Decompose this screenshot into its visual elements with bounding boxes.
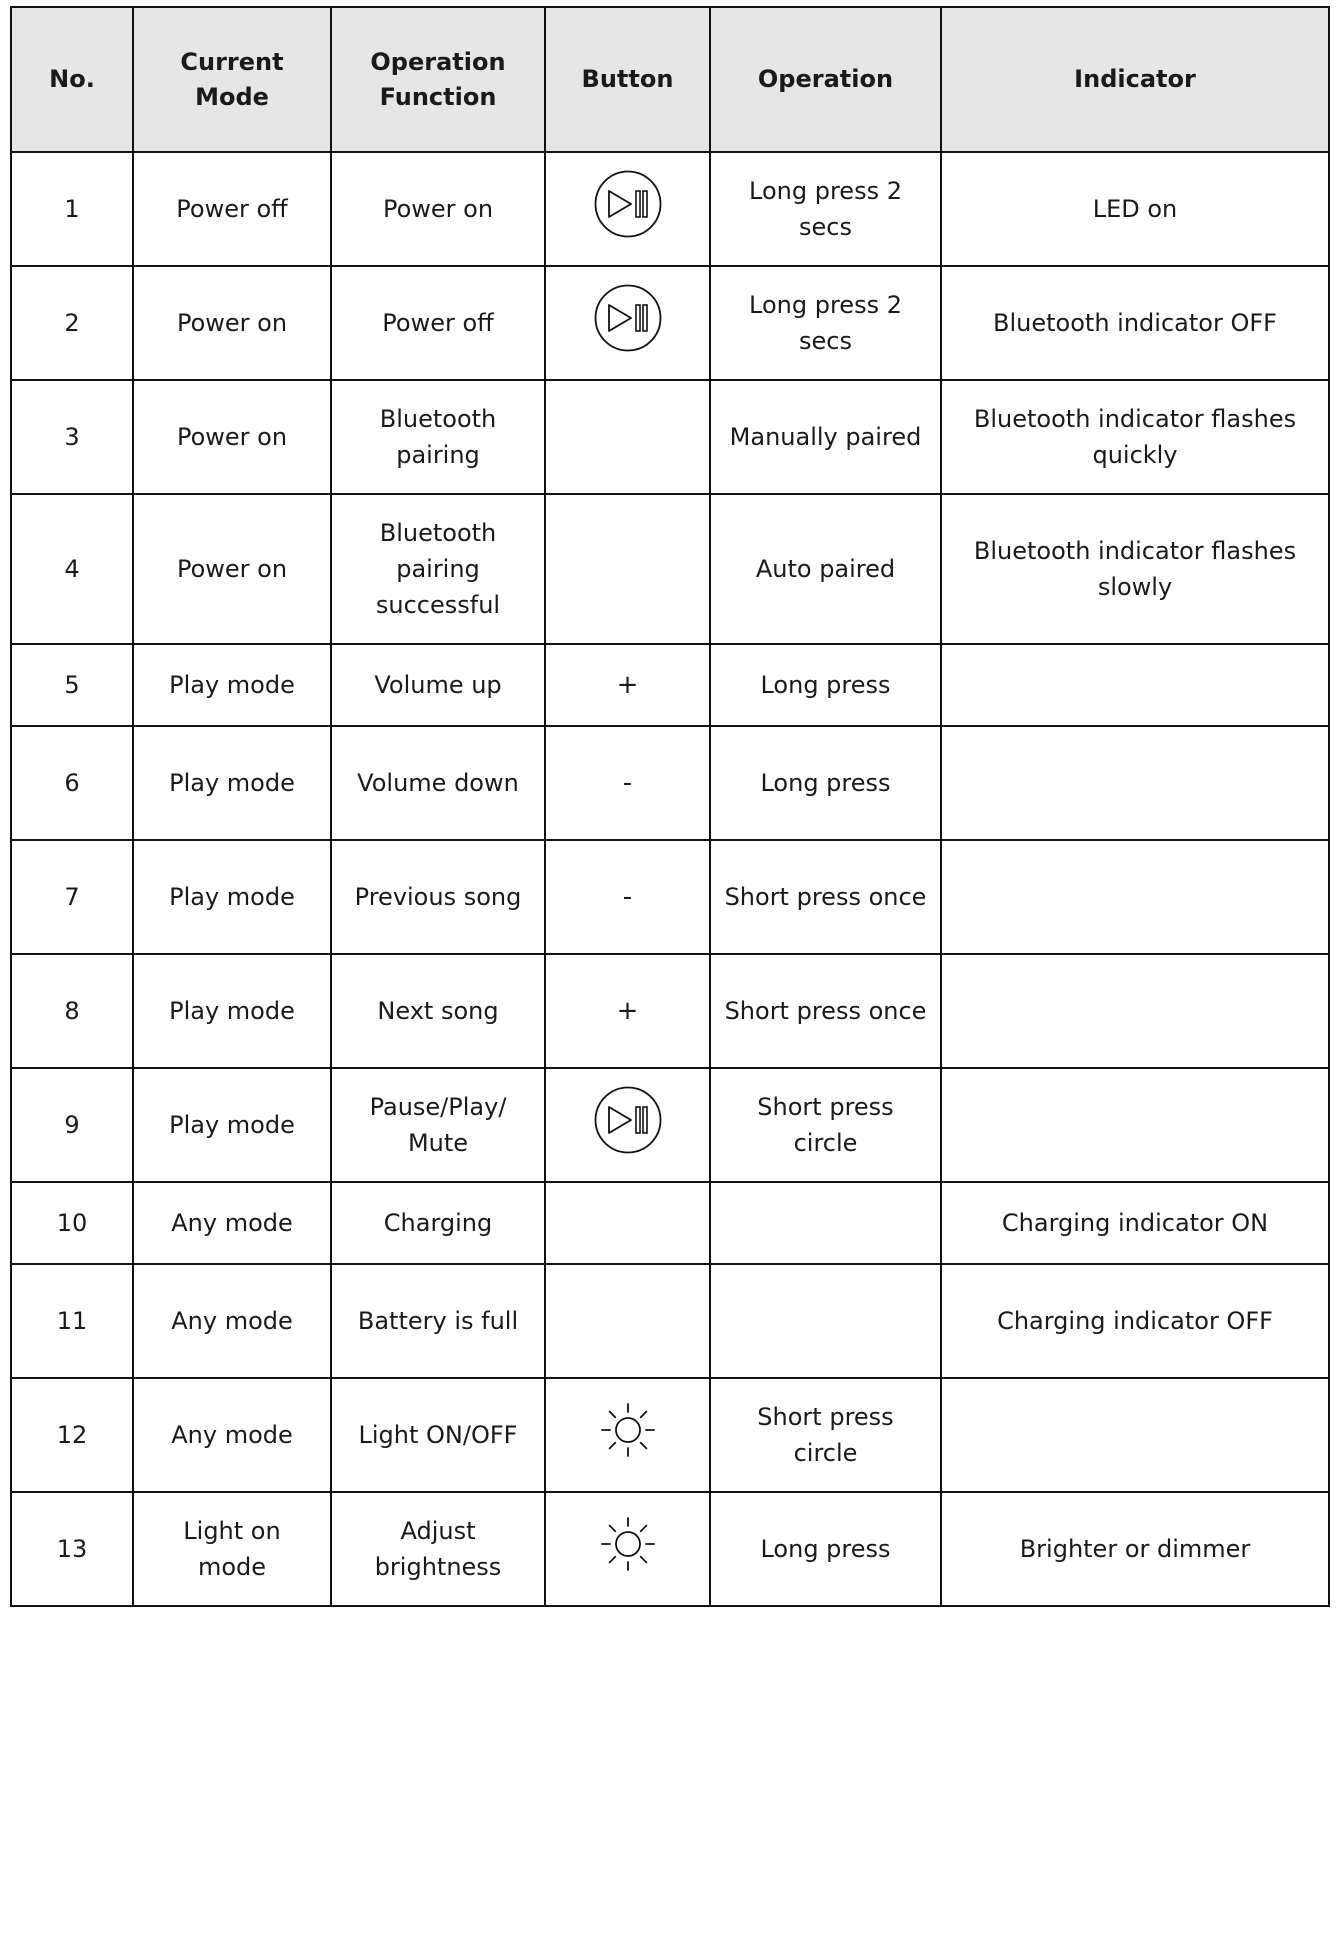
indicator-cell: Bluetooth indicator flashes slowly — [941, 494, 1329, 644]
operation-function-cell: Light ON/OFF — [331, 1378, 545, 1492]
operation-function-cell: Next song — [331, 954, 545, 1068]
current-mode-cell: Light on mode — [133, 1492, 331, 1606]
row-number: 6 — [11, 726, 133, 840]
operation-function-cell: Volume up — [331, 644, 545, 726]
indicator-cell: LED on — [941, 152, 1329, 266]
current-mode-cell: Any mode — [133, 1182, 331, 1264]
table-row — [11, 1182, 1329, 1264]
operation-function-cell: Charging — [331, 1182, 545, 1264]
operation-cell: Long press — [710, 1492, 941, 1606]
minus-button-symbol: - — [622, 768, 633, 798]
operation-cell: Auto paired — [710, 494, 941, 644]
table-row — [11, 380, 1329, 494]
row-number: 1 — [11, 152, 133, 266]
indicator-cell: Charging indicator OFF — [941, 1264, 1329, 1378]
current-mode-header: Current Mode — [133, 7, 331, 152]
operation-cell: Short press once — [710, 840, 941, 954]
button-cell — [545, 644, 710, 726]
operation-cell: Short press once — [710, 954, 941, 1068]
operation-cell: Manually paired — [710, 380, 941, 494]
button-header: Button — [545, 7, 710, 152]
operation-cell: Short press circle — [710, 1378, 941, 1492]
table-row — [11, 840, 1329, 954]
button-cell — [545, 1182, 710, 1264]
button-cell — [545, 380, 710, 494]
table-row — [11, 1068, 1329, 1182]
operation-cell — [710, 1182, 941, 1264]
plus-button-symbol: + — [616, 996, 639, 1026]
current-mode-cell: Any mode — [133, 1378, 331, 1492]
operation-function-header: Operation Function — [331, 7, 545, 152]
operation-function-cell: Power off — [331, 266, 545, 380]
table-row — [11, 1378, 1329, 1492]
button-cell — [545, 954, 710, 1068]
table-row — [11, 1264, 1329, 1378]
current-mode-cell: Play mode — [133, 1068, 331, 1182]
table-row — [11, 494, 1329, 644]
indicator-cell — [941, 1068, 1329, 1182]
operation-function-cell: Adjust brightness — [331, 1492, 545, 1606]
row-number: 13 — [11, 1492, 133, 1606]
operation-function-cell: Previous song — [331, 840, 545, 954]
operation-cell: Long press 2 secs — [710, 152, 941, 266]
operation-function-cell: Bluetooth pairing successful — [331, 494, 545, 644]
indicator-cell — [941, 644, 1329, 726]
operation-function-cell: Volume down — [331, 726, 545, 840]
play-pause-icon — [593, 283, 663, 363]
button-cell — [545, 266, 710, 380]
row-number: 3 — [11, 380, 133, 494]
sun-icon — [597, 1399, 659, 1471]
plus-button-symbol: + — [616, 670, 639, 700]
indicator-cell — [941, 954, 1329, 1068]
table-row — [11, 954, 1329, 1068]
no-header: No. — [11, 7, 133, 152]
button-cell — [545, 1492, 710, 1606]
operation-header: Operation — [710, 7, 941, 152]
button-cell — [545, 840, 710, 954]
operation-cell: Long press — [710, 726, 941, 840]
play-pause-icon — [593, 169, 663, 249]
operation-cell — [710, 1264, 941, 1378]
table-row — [11, 1492, 1329, 1606]
operation-cell: Short press circle — [710, 1068, 941, 1182]
row-number: 11 — [11, 1264, 133, 1378]
row-number: 7 — [11, 840, 133, 954]
current-mode-cell: Play mode — [133, 840, 331, 954]
button-cell — [545, 1264, 710, 1378]
table-row — [11, 266, 1329, 380]
current-mode-cell: Power on — [133, 266, 331, 380]
indicator-cell: Bluetooth indicator OFF — [941, 266, 1329, 380]
current-mode-cell: Power off — [133, 152, 331, 266]
row-number: 5 — [11, 644, 133, 726]
indicator-cell: Brighter or dimmer — [941, 1492, 1329, 1606]
row-number: 9 — [11, 1068, 133, 1182]
indicator-header: Indicator — [941, 7, 1329, 152]
button-cell — [545, 494, 710, 644]
minus-button-symbol: - — [622, 882, 633, 912]
operation-function-cell: Pause/Play/ Mute — [331, 1068, 545, 1182]
operation-function-cell: Battery is full — [331, 1264, 545, 1378]
current-mode-cell: Power on — [133, 494, 331, 644]
indicator-cell: Charging indicator ON — [941, 1182, 1329, 1264]
operation-cell: Long press — [710, 644, 941, 726]
current-mode-cell: Play mode — [133, 726, 331, 840]
sun-icon — [597, 1513, 659, 1585]
table-row — [11, 644, 1329, 726]
current-mode-cell: Play mode — [133, 644, 331, 726]
table-header-row — [11, 7, 1329, 152]
indicator-cell: Bluetooth indicator flashes quickly — [941, 380, 1329, 494]
indicator-cell — [941, 840, 1329, 954]
row-number: 2 — [11, 266, 133, 380]
operation-function-cell: Power on — [331, 152, 545, 266]
operation-function-cell: Bluetooth pairing — [331, 380, 545, 494]
current-mode-cell: Any mode — [133, 1264, 331, 1378]
row-number: 10 — [11, 1182, 133, 1264]
button-cell — [545, 1068, 710, 1182]
current-mode-cell: Power on — [133, 380, 331, 494]
row-number: 8 — [11, 954, 133, 1068]
operations-table — [10, 6, 1330, 1607]
button-cell — [545, 726, 710, 840]
table-row — [11, 726, 1329, 840]
row-number: 4 — [11, 494, 133, 644]
table-row — [11, 152, 1329, 266]
button-cell — [545, 152, 710, 266]
row-number: 12 — [11, 1378, 133, 1492]
play-pause-icon — [593, 1085, 663, 1165]
indicator-cell — [941, 1378, 1329, 1492]
indicator-cell — [941, 726, 1329, 840]
current-mode-cell: Play mode — [133, 954, 331, 1068]
operation-cell: Long press 2 secs — [710, 266, 941, 380]
button-cell — [545, 1378, 710, 1492]
